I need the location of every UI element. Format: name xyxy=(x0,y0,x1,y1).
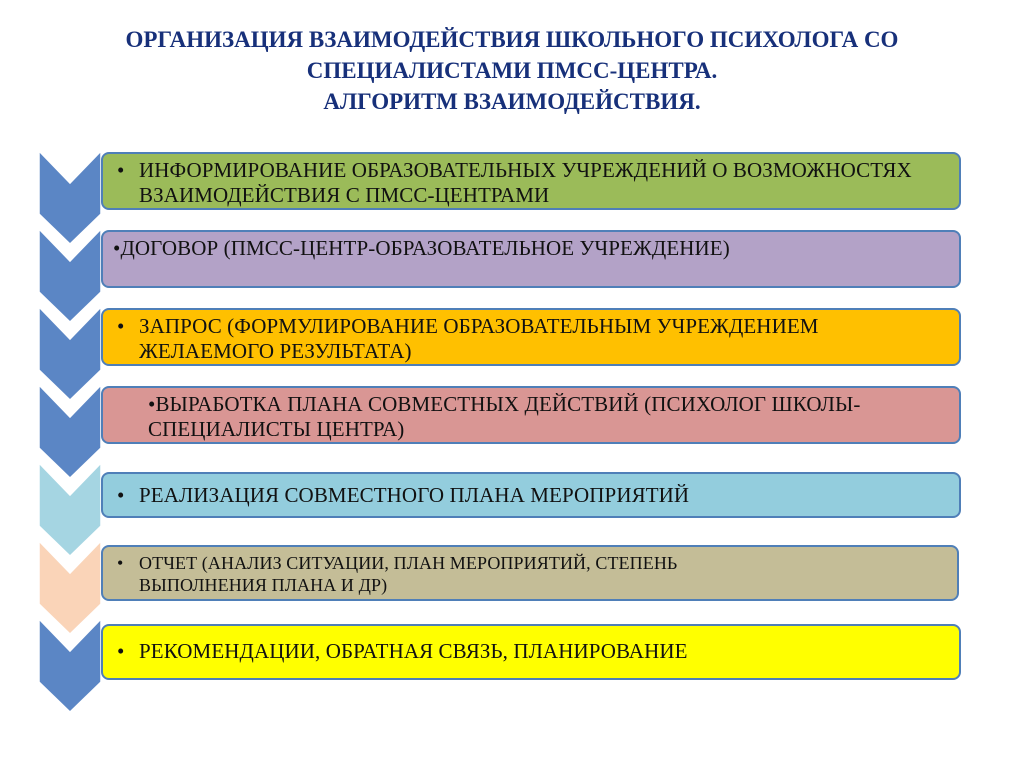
step-7-box xyxy=(101,624,961,680)
step-7-bullet: • xyxy=(117,639,125,663)
title-line-3: АЛГОРИТМ ВЗАИМОДЕЙСТВИЯ. xyxy=(323,89,701,114)
step-1-box xyxy=(101,152,961,210)
slide-title xyxy=(0,24,1024,117)
title-line-2: СПЕЦИАЛИСТАМИ ПМСС-ЦЕНТРА. xyxy=(306,58,718,83)
step-5-box xyxy=(101,472,961,518)
step-6-text: ОТЧЕТ (АНАЛИЗ СИТУАЦИИ, ПЛАН МЕРОПРИЯТИЙ, СТЕПЕНЬ ВЫПОЛНЕНИЯ ПЛАНА И ДР) xyxy=(139,553,678,595)
step-1-bullet: • xyxy=(117,158,125,182)
step-4-box xyxy=(101,386,961,444)
step-3-box xyxy=(101,308,961,366)
step-3-text: ЗАПРОС (ФОРМУЛИРОВАНИЕ ОБРАЗОВАТЕЛЬНЫМ УЧРЕЖДЕНИЕМ ЖЕЛАЕМОГО РЕЗУЛЬТАТА) xyxy=(139,314,819,363)
step-5-text: РЕАЛИЗАЦИЯ СОВМЕСТНОГО ПЛАНА МЕРОПРИЯТИЙ xyxy=(139,483,690,507)
step-6-bullet: • xyxy=(117,553,124,573)
step-1-text: ИНФОРМИРОВАНИЕ ОБРАЗОВАТЕЛЬНЫХ УЧРЕЖДЕНИЙ О ВОЗМОЖНОСТЯХ ВЗАИМОДЕЙСТВИЯ С ПМСС-ЦЕНТРАМИ xyxy=(139,158,912,207)
step-3-bullet: • xyxy=(117,314,125,338)
step-5-bullet: • xyxy=(117,483,125,507)
title-line-1: ОРГАНИЗАЦИЯ ВЗАИМОДЕЙСТВИЯ ШКОЛЬНОГО ПСИХОЛОГА СО xyxy=(125,27,899,52)
step-4-text: •ВЫРАБОТКА ПЛАНА СОВМЕСТНЫХ ДЕЙСТВИЙ (ПСИХОЛОГ ШКОЛЫ-СПЕЦИАЛИСТЫ ЦЕНТРА) xyxy=(148,392,861,441)
step-7-text: РЕКОМЕНДАЦИИ, ОБРАТНАЯ СВЯЗЬ, ПЛАНИРОВАНИЕ xyxy=(139,639,688,663)
step-2-box xyxy=(101,230,961,288)
step-2-text: •ДОГОВОР (ПМСС-ЦЕНТР-ОБРАЗОВАТЕЛЬНОЕ УЧРЕЖДЕНИЕ) xyxy=(113,236,730,260)
step-6-box xyxy=(101,545,959,601)
step-7-chevron xyxy=(38,618,102,714)
